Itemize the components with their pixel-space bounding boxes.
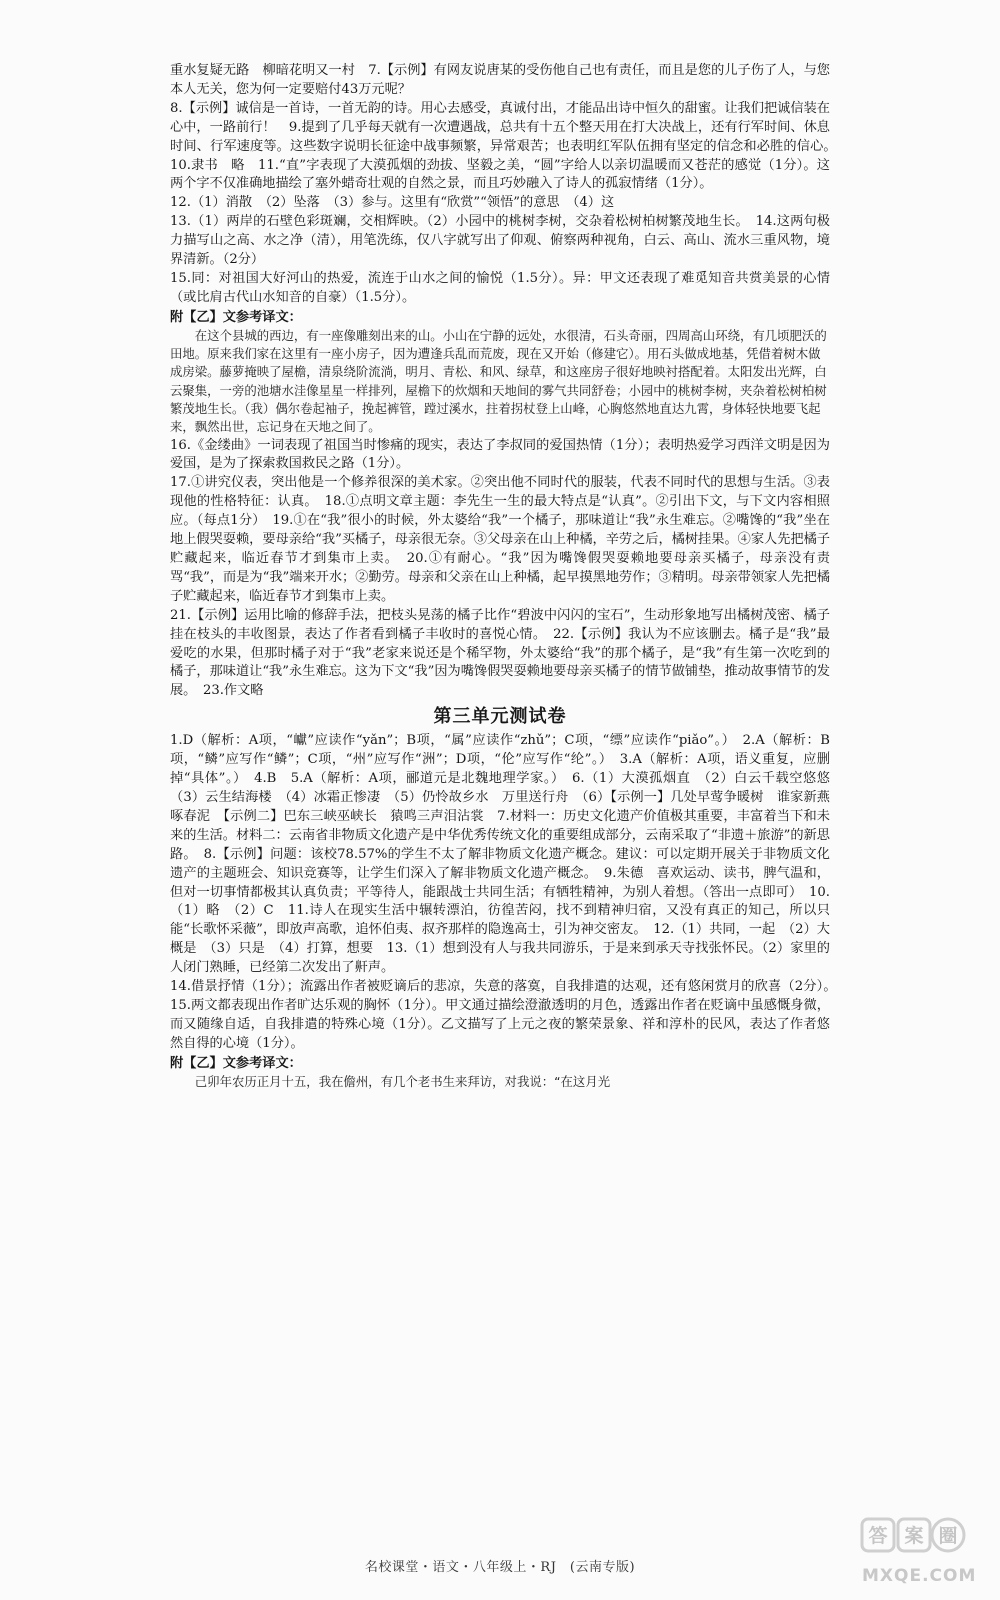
svg-text:案: 案 [904,1525,924,1547]
answer-paragraph: 12.（1）消散 （2）坠落 （3）参与。这里有“欣赏”“领悟”的意思 （4）这 [170,195,615,211]
section-title: 第三单元测试卷 [433,706,567,728]
answer-paragraph: 8.【示例】诚信是一首诗，一首无韵的诗。用心去感受，真诚付出，才能品出诗中恒久的甜蜜。让我们把诚信装在心中，一路前行！ 9.提到了几乎每天就有一次遭遇战，总共有十五个整天用在打大决战上，还有行军时间、休息时间、行军速度等。这些数字说明长征途中战事频繁，异常艰苦；也表明红军队伍拥有坚定的信念和必胜的信心。 10.隶书 略 11.“直”字表现了大漠孤烟的劲拔、坚毅之美，“圆”字给人以亲切温暖而又苍茫的感觉（1分）。这两个字不仅准确地描绘了塞外蜡奇壮观的自然之景，而且巧妙融入了诗人的孤寂情绪（1分）。 [170,100,844,192]
answer-paragraph: 14.借景抒情（1分）；流露出作者被贬谪后的悲凉，失意的落寞，自我排遣的达观，还有悠闲赏月的欣喜（2分）。 15.两文都表现出作者旷达乐观的胸怀（1分）。甲文通过描绘澄澈透明的月色，透露出作者在贬谪中虽感慨身微，而又随缘自适，自我排遣的特殊心境（1分）。乙文描写了上元之夜的繁荣景象、祥和淳朴的民风，表达了作者悠然自得的心境（1分）。 [170,979,844,1051]
answer-paragraph: 16.《金缕曲》一词表现了祖国当时惨痛的现实，表达了李叔同的爱国热情（1分）；表明热爱学习西洋文明是因为爱国，是为了探索救国救民之路（1分）。 [170,437,830,472]
reference-translation: 己卯年农历正月十五，我在儋州，有几个老书生来拜访，对我说：“在这月光 [194,1073,611,1089]
page-footer: 名校课堂・语文・八年级上・RJ (云南专版) [364,1560,636,1575]
reference-translation: 在这个县城的西边，有一座像雕刻出来的山。小山在宁静的远处，水很清，石头奇丽，四周高山环绕，有几顷肥沃的田地。原来我们家在这里有一座小房子，因为遭逢兵乱而荒废，现在又开始（修建它）。用石头做成地基，凭借着树木做成房梁。藤萝掩映了屋檐，清泉绕阶流淌，明月、青松、和风、绿草，和这座房子很好地映衬搭配着。太阳发出光辉，白云聚集，一旁的池塘水洼像星星一样排列，屋檐下的炊烟和天地间的雾气共同舒卷；小园中的桃树李树，夹杂着松树柏树繁茂地生长。（我）偶尔卷起袖子，挽起裤管，蹚过溪水，拄着拐杖登上山峰，心胸悠然地直达九霄，身体轻快地要飞起来，飘然出世，忘记身在天地之间了。 [170,327,827,435]
svg-text:圈: 圈 [938,1525,958,1547]
answer-paragraph: 21.【示例】运用比喻的修辞手法，把枝头晃荡的橘子比作“碧波中闪闪的宝石”，生动形象地写出橘树茂密、橘子挂在枝头的丰收图景，表达了作者看到橘子丰收时的喜悦心情。 22.【示例】我认为不应该删去。橘子是“我”最爱吃的水果，但那时橘子对于“我”老家来说还是个稀罕物，外太婆给“我”的那个橘子，是“我”有生第一次吃到的橘子，那味道让“我”永生难忘。这为下文“我”因为嘴馋假哭耍赖地要母亲买橘子的情节做铺垫，推动故事情节的发展。 23.作文略 [170,607,830,699]
appendix-label: 附【乙】文参考译文： [170,309,302,325]
answer-paragraph: 17.①讲究仪表，突出他是一个修养很深的美术家。②突出他不同时代的服装，代表不同时代的思想与生活。③表现他的性格特征：认真。 18.①点明文章主题：李先生一生的最大特点是“认真”。②引出下文，与下文内容相照应。（每点1分） 19.①在“我”很小的时候，外太婆给“我”一个橘子，那味道让“我”永生难忘。②嘴馋的“我”坐在地上假哭耍赖，要母亲给“我”买橘子，母亲很无奈。③父母亲在山上种橘，辛劳之后，橘树挂果。④家人先把橘子贮藏起来，临近春节才到集市上卖。 20.①有耐心。“我”因为嘴馋假哭耍赖地要母亲买橘子，母亲没有责骂“我”，而是为“我”端来开水；②勤劳。母亲和父亲在山上种橘，起早摸黑地劳作；③精明。母亲带领家人先把橘子贮藏起来，临近春节才到集市上卖。 [170,475,830,604]
svg-text:答: 答 [868,1525,888,1547]
answer-paragraph: 15.同：对祖国大好河山的热爱，流连于山水之间的愉悦（1.5分）。异：甲文还表现了难觅知音共赏美景的心情（或比肩古代山水知音的自豪）（1.5分）。 [170,270,830,305]
answer-paragraph: 13.（1）两岸的石壁色彩斑斓，交相辉映。（2）小园中的桃树李树，交杂着松树柏树繁茂地生长。 14.这两句极力描写山之高、水之净（清），用笔洗练，仅八字就写出了仰观、俯察两种视角，白云、高山、流水三重风物，境界清新。（2分） [170,214,830,268]
watermark-url: MXQE.COM [862,1566,977,1586]
answer-paragraph: 重水复疑无路 柳暗花明又一村 7.【示例】有网友说唐某的受伤他自己也有责任，而且是您的儿子伤了人，与您本人无关，您为何一定要赔付43万元呢？ [170,63,830,97]
watermark-logo-icon [860,1513,968,1563]
appendix-label: 附【乙】文参考译文： [170,1055,302,1071]
page-content [170,62,844,1091]
answer-paragraph: 1.D（解析：A项，“巘”应读作“yǎn”；B项，“属”应读作“zhǔ”；C项，“缥”应读作“piǎo”。） 2.A（解析：B项，“鳞”应写作“鳞”；C项，“州”应写作“洲”；D项，“伦”应写作“纶”。） 3.A（解析：A项，语义重复，应删掉“具体”。） 4.B 5.A（解析：A项，郦道元是北魏地理学家。） 6.（1）大漠孤烟直 （2）白云千载空悠悠 （3）云生结海楼 （4）冰霜正惨凄 （5）仍怜故乡水 万里送行舟 （6）【示例一】几处早莺争暖树 谁家新燕啄春泥 【示例二】巴东三峡巫峡长 猿鸣三声泪沾裳 7.材料一：历史文化遗产价值极其重要，丰富着当下和未来的生活。材料二：云南省非物质文化遗产是中华优秀传统文化的重要组成部分，云南采取了“非遗＋旅游”的新思路。 8.【示例】问题：该校78.57%的学生不太了解非物质文化遗产概念。建议：可以定期开展关于非物质文化遗产的主题班会、知识竞赛等，让学生们深入了解非物质文化遗产概念。 9.朱德 喜欢运动、读书，脾气温和，但对一切事情都极其认真负责；平等待人，能跟战士共同生活；有牺牲精神，为别人着想。（答出一点即可） 10.（1）略 （2）C 11.诗人在现实生活中辗转漂泊，彷徨苦闷，找不到精神归宿，又没有真正的知己，所以只能“长歌怀采薇”，即放声高歌，追怀伯夷、叔齐那样的隐逸高士，引为神交密友。 12.（1）共同，一起 （2）大概是 （3）只是 （4）打算，想要 13.（1）想到没有人与我共同游乐，于是来到承天寺找张怀民。（2）家里的人闭门熟睡，已经第二次发出了鼾声。 [170,733,844,976]
